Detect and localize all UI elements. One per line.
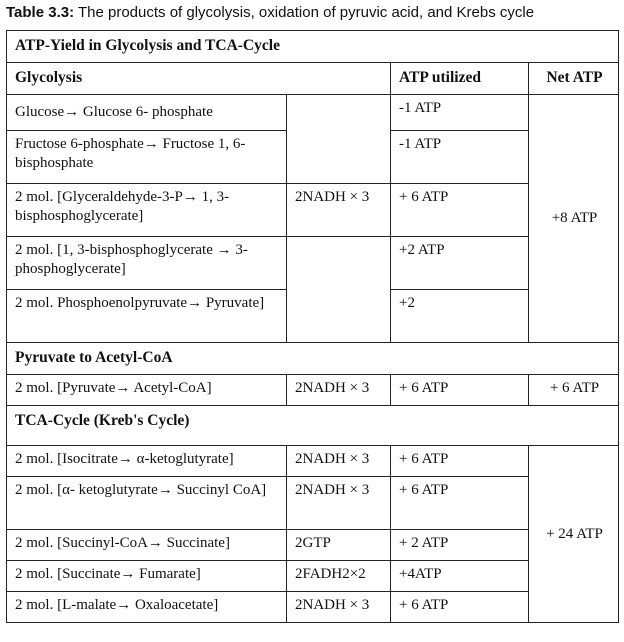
pyruvate-net-cell: + 6 ATP bbox=[529, 375, 619, 406]
reaction-cell: 2 mol. [L-malate→ Oxaloacetate] bbox=[7, 592, 287, 623]
table-row bbox=[7, 446, 619, 477]
table-title: ATP-Yield in Glycolysis and TCA-Cycle bbox=[7, 31, 619, 63]
atp-cell: +2 bbox=[391, 290, 529, 343]
reaction-cell: Glucose→ Glucose 6- phosphate bbox=[7, 95, 287, 131]
cofactor-cell: 2FADH2×2 bbox=[287, 561, 391, 592]
section-header-row bbox=[7, 343, 619, 375]
reaction-cell: 2 mol. [α- ketoglutyrate→ Succinyl CoA] bbox=[7, 477, 287, 530]
atp-cell: + 6 ATP bbox=[391, 184, 529, 237]
cofactor-cell: 2NADH × 3 bbox=[287, 477, 391, 530]
reaction-cell: 2 mol. [Isocitrate→ α-ketoglutyrate] bbox=[7, 446, 287, 477]
reaction-cell: 2 mol. [Succinate→ Fumarate] bbox=[7, 561, 287, 592]
table-row bbox=[7, 561, 619, 592]
table-row bbox=[7, 237, 619, 290]
cofactor-cell: 2NADH × 3 bbox=[287, 592, 391, 623]
tca-net-cell: + 24 ATP bbox=[529, 446, 619, 623]
glycolysis-net-cell: +8 ATP bbox=[529, 95, 619, 343]
cofactor-cell-empty bbox=[287, 95, 391, 184]
caption-text: The products of glycolysis, oxidation of pyruvic acid, and Krebs cycle bbox=[74, 4, 535, 21]
header-net-atp: Net ATP bbox=[529, 63, 619, 95]
header-atp-utilized: ATP utilized bbox=[391, 63, 529, 95]
reaction-cell: 2 mol. Phosphoenolpyruvate→ Pyruvate] bbox=[7, 290, 287, 343]
table-row bbox=[7, 184, 619, 237]
table-caption bbox=[6, 4, 618, 21]
atp-cell: + 6 ATP bbox=[391, 446, 529, 477]
atp-yield-table bbox=[6, 30, 619, 623]
atp-cell: -1 ATP bbox=[391, 95, 529, 131]
atp-cell: -1 ATP bbox=[391, 131, 529, 184]
table-row bbox=[7, 477, 619, 530]
reaction-cell: 2 mol. [Glyceraldehyde-3-P→ 1, 3-bisphosphoglycerate] bbox=[7, 184, 287, 237]
atp-cell: + 2 ATP bbox=[391, 530, 529, 561]
atp-cell: +2 ATP bbox=[391, 237, 529, 290]
table-row bbox=[7, 375, 619, 406]
atp-cell: +4ATP bbox=[391, 561, 529, 592]
tca-header: TCA-Cycle (Kreb's Cycle) bbox=[7, 406, 619, 446]
header-row bbox=[7, 63, 619, 95]
cofactor-cell-empty bbox=[287, 237, 391, 343]
pyruvate-header: Pyruvate to Acetyl-CoA bbox=[7, 343, 619, 375]
cofactor-cell: 2NADH × 3 bbox=[287, 446, 391, 477]
header-glycolysis: Glycolysis bbox=[7, 63, 391, 95]
table-title-row bbox=[7, 31, 619, 63]
table-row bbox=[7, 592, 619, 623]
section-header-row bbox=[7, 406, 619, 446]
atp-cell: + 6 ATP bbox=[391, 592, 529, 623]
table-row bbox=[7, 95, 619, 131]
cofactor-cell: 2NADH × 3 bbox=[287, 375, 391, 406]
cofactor-cell: 2GTP bbox=[287, 530, 391, 561]
reaction-cell: 2 mol. [Pyruvate→ Acetyl-CoA] bbox=[7, 375, 287, 406]
atp-cell: + 6 ATP bbox=[391, 477, 529, 530]
caption-label: Table 3.3: bbox=[6, 4, 75, 21]
cofactor-cell: 2NADH × 3 bbox=[287, 184, 391, 237]
atp-cell: + 6 ATP bbox=[391, 375, 529, 406]
table-row bbox=[7, 530, 619, 561]
reaction-cell: 2 mol. [1, 3-bisphosphoglycerate → 3-phosphoglycerate] bbox=[7, 237, 287, 290]
reaction-cell: 2 mol. [Succinyl-CoA→ Succinate] bbox=[7, 530, 287, 561]
reaction-cell: Fructose 6-phosphate→ Fructose 1, 6-bisphosphate bbox=[7, 131, 287, 184]
